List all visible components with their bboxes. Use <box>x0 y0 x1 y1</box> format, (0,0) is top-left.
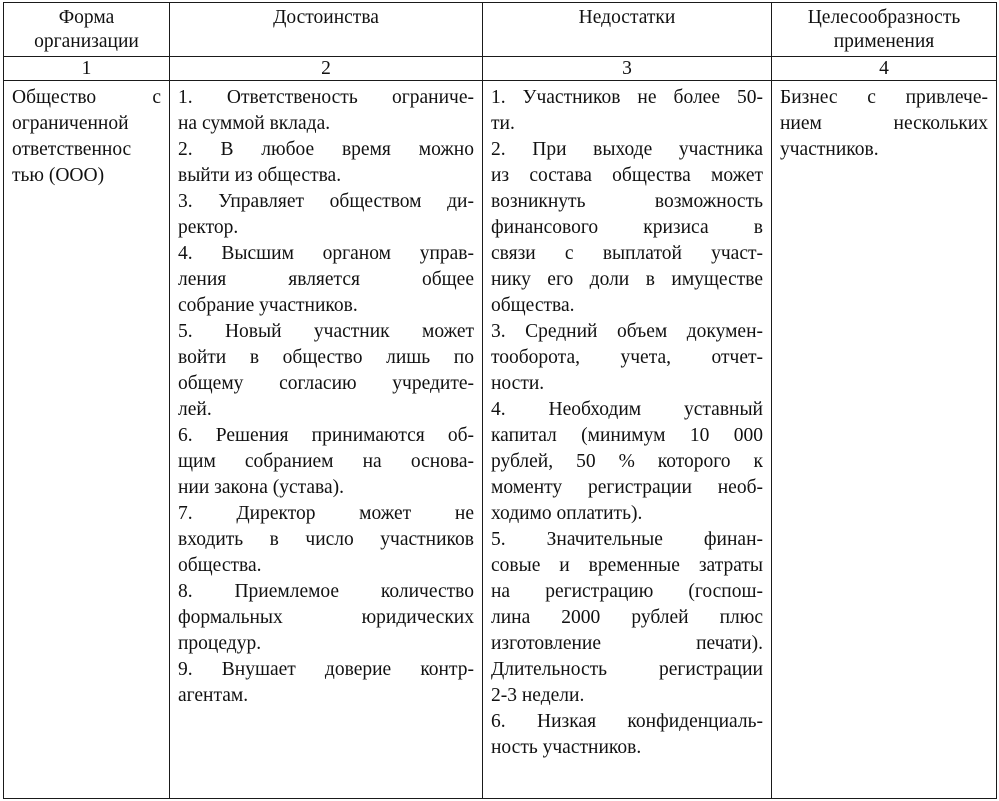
cell-line: на суммой вклада. <box>178 113 331 134</box>
cell-line: совые и временные затраты <box>491 555 763 576</box>
cell-line: нием нескольких <box>780 113 988 134</box>
cell-line: 5. Значительные финан- <box>491 529 763 550</box>
cell-line: ти. <box>491 113 515 134</box>
header-usage-line: применения <box>833 31 935 52</box>
cell-line: войти в общество лишь по <box>178 347 474 368</box>
cell-line: общему согласию учредите- <box>178 373 474 394</box>
cell-line: выйти из общества. <box>178 165 342 186</box>
cell-line: 6. Решения принимаются об- <box>178 425 474 446</box>
column-number: 4 <box>772 57 997 81</box>
cell-line: тью (ООО) <box>12 165 105 186</box>
column-number: 3 <box>483 57 772 81</box>
table-row <box>4 81 997 799</box>
cell-line: общества. <box>491 295 575 316</box>
cell-line: изготовление печати). <box>491 633 763 654</box>
header-form-line: Форма <box>58 7 115 28</box>
cell-line: ответственнос <box>12 139 132 160</box>
column-number-row <box>4 57 997 81</box>
cell-line: на регистрацию (госпош- <box>491 581 763 602</box>
column-number: 2 <box>170 57 483 81</box>
header-disadvantages <box>483 3 772 57</box>
cell-usage <box>772 81 997 799</box>
cell-line: ность участников. <box>491 737 642 758</box>
cell-line: ления является общее <box>178 269 474 290</box>
header-row <box>4 3 997 57</box>
cell-line: лей. <box>178 399 212 420</box>
cell-line: процедур. <box>178 633 262 654</box>
cell-line: 2-3 недели. <box>491 685 585 706</box>
cell-line: нику его доли в имуществе <box>491 269 763 290</box>
cell-line: Бизнес с привлече- <box>780 87 988 108</box>
cell-line: ходимо оплатить). <box>491 503 643 524</box>
cell-line: ограниченной <box>12 113 129 134</box>
cell-line: финансового кризиса в <box>491 217 763 238</box>
cell-line: Общество с <box>12 87 161 108</box>
cell-line: 3. Средний объем докумен- <box>491 321 763 342</box>
cell-line: 7. Директор может не <box>178 503 474 524</box>
cell-line: Длительность регистрации <box>491 659 763 680</box>
cell-form <box>4 81 170 799</box>
header-advantages-line: Достоинства <box>273 7 379 28</box>
cell-line: 5. Новый участник может <box>178 321 474 342</box>
cell-line: 2. При выходе участника <box>491 139 763 160</box>
cell-line: моменту регистрации необ- <box>491 477 763 498</box>
cell-line: капитал (минимум 10 000 <box>491 425 763 446</box>
cell-line: 4. Необходим уставный <box>491 399 763 420</box>
cell-line: нии закона (устава). <box>178 477 345 498</box>
header-advantages <box>170 3 483 57</box>
cell-line: из состава общества может <box>491 165 763 186</box>
cell-line: лина 2000 рублей плюс <box>491 607 763 628</box>
cell-line: 1. Ответственость ограниче- <box>178 87 474 108</box>
cell-line: участников. <box>780 139 879 160</box>
cell-line: 4. Высшим органом управ- <box>178 243 474 264</box>
cell-line: 8. Приемлемое количество <box>178 581 474 602</box>
cell-line: 1. Участников не более 50- <box>491 87 763 108</box>
cell-line: ности. <box>491 373 545 394</box>
header-form-line: организации <box>34 31 139 52</box>
header-usage <box>772 3 997 57</box>
column-number: 1 <box>4 57 170 81</box>
cell-advantages <box>170 81 483 799</box>
organization-forms-table <box>3 2 997 799</box>
cell-line: формальных юридических <box>178 607 474 628</box>
cell-line: ректор. <box>178 217 239 238</box>
cell-line: общества. <box>178 555 262 576</box>
cell-line: собрание участников. <box>178 295 358 316</box>
cell-disadvantages <box>483 81 772 799</box>
header-form <box>4 3 170 57</box>
cell-line: 6. Низкая конфиденциаль- <box>491 711 763 732</box>
cell-line: тооборота, учета, отчет- <box>491 347 763 368</box>
cell-line: возникнуть возможность <box>491 191 763 212</box>
cell-line: входить в число участников <box>178 529 474 550</box>
cell-line: 9. Внушает доверие контр- <box>178 659 474 680</box>
cell-line: 3. Управляет обществом ди- <box>178 191 474 212</box>
cell-line: 2. В любое время можно <box>178 139 474 160</box>
cell-line: рублей, 50 % которого к <box>491 451 763 472</box>
header-disadvantages-line: Недостатки <box>578 7 676 28</box>
cell-line: щим собранием на основа- <box>178 451 474 472</box>
cell-line: связи с выплатой участ- <box>491 243 763 264</box>
header-usage-line: Целесообразность <box>807 7 961 28</box>
cell-line: агентам. <box>178 685 249 706</box>
